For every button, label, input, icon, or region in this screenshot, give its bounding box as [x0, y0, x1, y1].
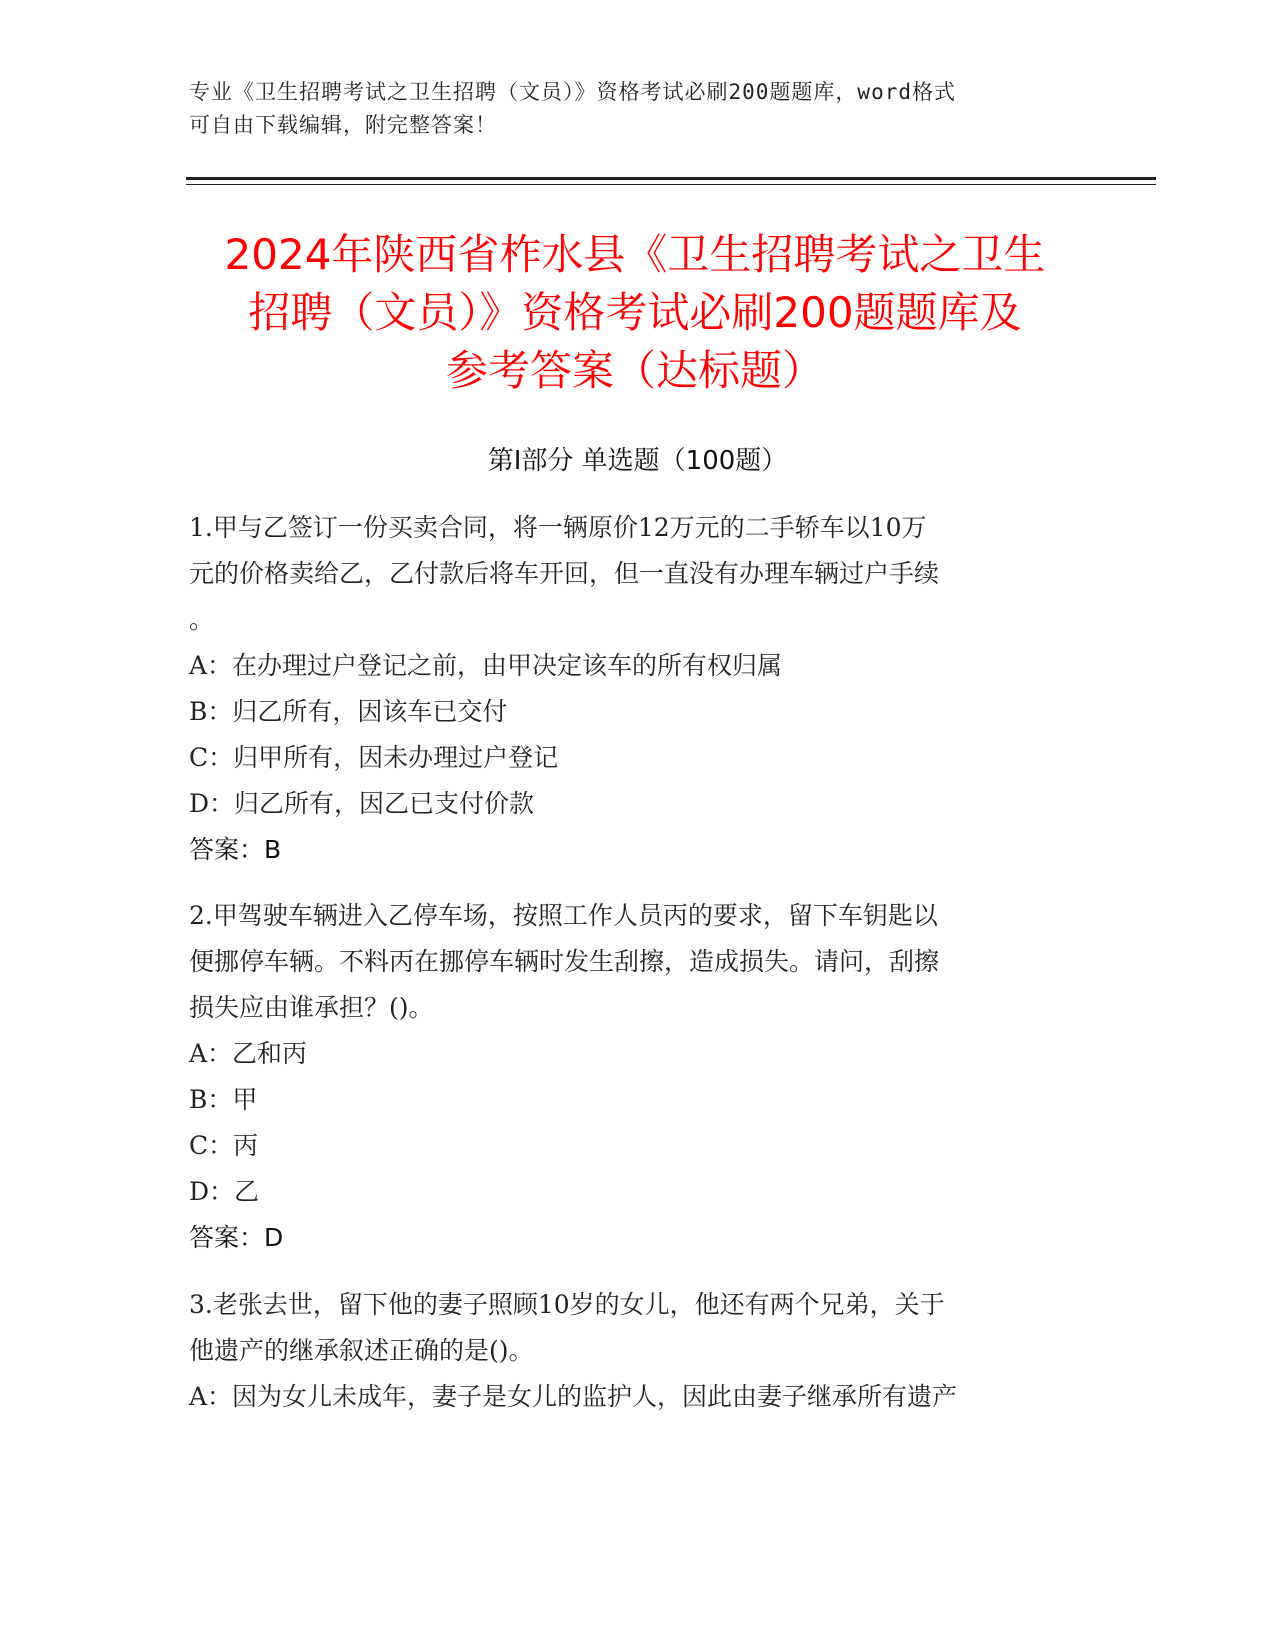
option-d: D：归乙所有，因乙已支付价款	[189, 789, 535, 818]
option-b: B：归乙所有，因该车已交付	[189, 697, 508, 726]
section-heading: 第Ⅰ部分 单选题（100题）	[487, 446, 788, 476]
option-a: A：因为女儿未成年，妻子是女儿的监护人，因此由妻子继承所有遗产	[189, 1382, 958, 1411]
question-2	[189, 893, 1069, 1261]
option-c: C：丙	[189, 1131, 259, 1160]
title-line: 招聘（文员）》资格考试必刷200题题库及	[248, 288, 1022, 337]
option-d: D：乙	[189, 1177, 260, 1206]
answer-label: 答案：	[189, 835, 265, 864]
title-line: 2024年陕西省柞水县《卫生招聘考试之卫生	[224, 230, 1046, 279]
option-c: C：归甲所有，因未办理过户登记	[189, 743, 559, 772]
question-1	[189, 505, 1069, 873]
question-text-line: 。	[189, 605, 215, 634]
option-a: A：乙和丙	[189, 1039, 308, 1068]
question-text-line: 便挪停车辆。不料丙在挪停车辆时发生刮擦，造成损失。请问，刮擦	[189, 947, 940, 976]
option-b: B：甲	[189, 1085, 258, 1114]
answer-value: B	[264, 835, 282, 864]
answer	[189, 827, 1069, 873]
question-text-line: 他遗产的继承叙述正确的是()。	[189, 1336, 534, 1365]
question-text-line: 元的价格卖给乙，乙付款后将车开回，但一直没有办理车辆过户手续	[189, 559, 940, 588]
header-divider	[186, 177, 1156, 180]
question-text-line: 损失应由谁承担？()。	[189, 993, 434, 1022]
question-text-line: 2.甲驾驶车辆进入乙停车场，按照工作人员丙的要求，留下车钥匙以	[189, 901, 938, 930]
title-line: 参考答案（达标题）	[445, 346, 824, 395]
answer-label: 答案：	[189, 1223, 265, 1252]
question-3	[189, 1282, 1069, 1420]
answer-value: D	[264, 1223, 284, 1252]
header-divider-thin	[186, 184, 1156, 185]
question-text-line: 1.甲与乙签订一份买卖合同，将一辆原价12万元的二手轿车以10万	[189, 513, 927, 542]
header-note-line: 可自由下载编辑，附完整答案！	[189, 113, 497, 137]
document-title	[120, 226, 1150, 400]
header-note	[189, 76, 1069, 142]
question-text-line: 3.老张去世，留下他的妻子照顾10岁的女儿，他还有两个兄弟，关于	[189, 1290, 945, 1319]
option-a: A：在办理过户登记之前，由甲决定该车的所有权归属	[189, 651, 783, 680]
header-note-line: 专业《卫生招聘考试之卫生招聘（文员）》资格考试必刷200题题库，word格式	[189, 80, 956, 104]
answer	[189, 1215, 1069, 1261]
